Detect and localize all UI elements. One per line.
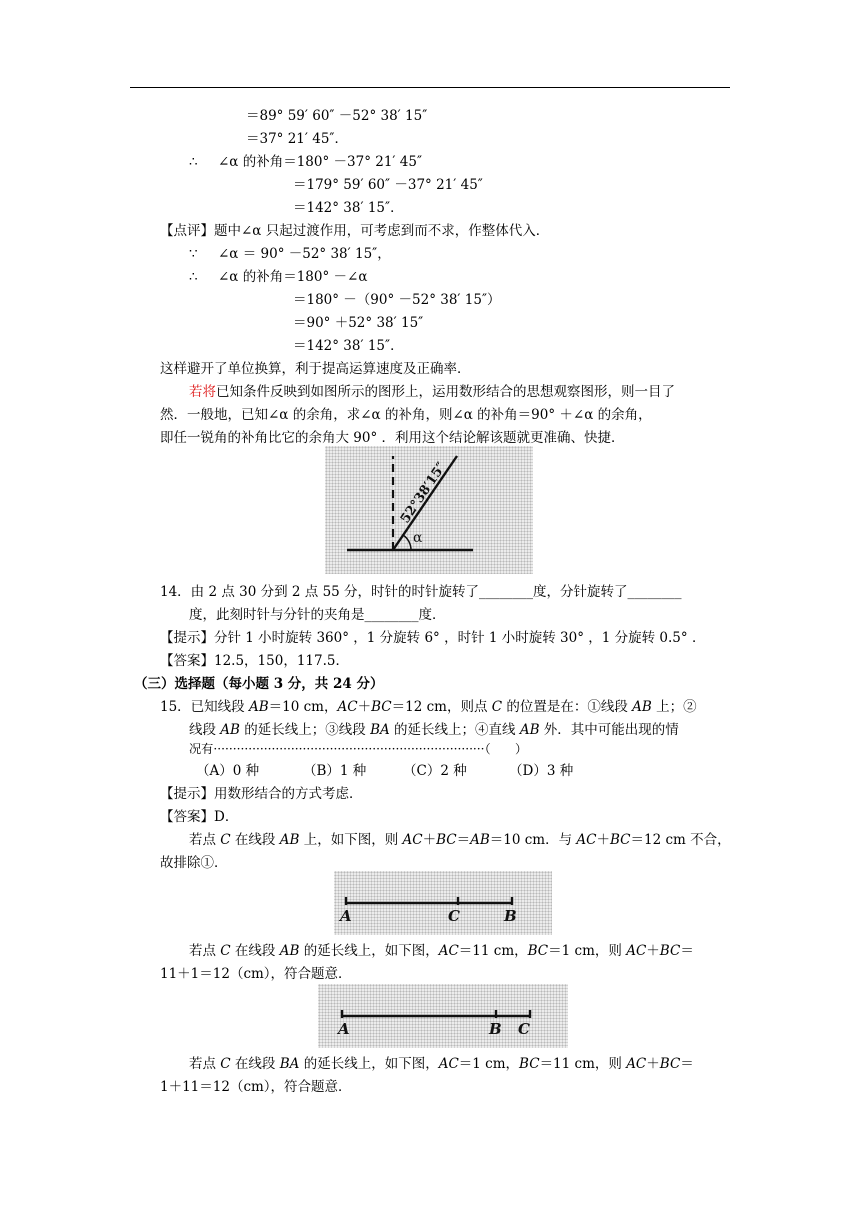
plus-sign: ＋: [422, 832, 437, 848]
equals-sign: ＝: [680, 1056, 694, 1072]
q15-option-b: （B）1 种: [303, 763, 367, 779]
alpha-label: α: [413, 530, 423, 546]
section-heading: （三）选择题（每小题 3 分，共 24 分）: [134, 676, 384, 692]
q15-text: 线段: [189, 722, 221, 738]
q15-text: ＝1 cm，: [458, 1056, 520, 1072]
plus-sign: ＋: [596, 832, 610, 848]
angle-value-label: 52°38′15″: [397, 459, 450, 527]
plus-sign: ＋: [646, 1056, 660, 1072]
q15-text: 的延长线上；④直线: [389, 722, 520, 738]
segment-bc: BC: [519, 1056, 540, 1072]
q15-option-c: （C）2 种: [403, 763, 467, 779]
q14-answer-tag: 【答案】: [160, 653, 214, 669]
label-a: A: [340, 907, 352, 925]
angle-figure: [325, 446, 533, 574]
q15-text: ＝11 cm，: [458, 943, 528, 959]
para-line-2: 然．一般地，已知∠α 的余角，求∠α 的补角，则∠α 的补角＝90° ＋∠α 的余角，: [160, 407, 652, 423]
label-c: C: [518, 1020, 530, 1038]
comment-calc-4: ＝90° ＋52° 38′ 15″: [293, 315, 424, 331]
equals-sign: ＝: [680, 943, 694, 959]
q14-line-2: 度，此刻时针与分针的夹角是________度．: [189, 607, 446, 623]
q15-answer-text: D．: [214, 809, 239, 825]
segment-ac: AC: [438, 943, 459, 959]
point-c: C: [220, 943, 231, 959]
q15-text: ＝12 cm 不合，: [630, 832, 731, 848]
comment-calc-1: ∠α ＝ 90° －52° 38′ 15″，: [218, 246, 391, 262]
segment-bc: BC: [610, 832, 631, 848]
para-line-1-text: 已知条件反映到如图所示的图形上，运用数形结合的思想观察图形，则一目了: [216, 384, 675, 400]
q15-text: 的延长线上，如下图，: [299, 943, 439, 959]
segment-ac: AC: [402, 832, 423, 848]
calc-line-2: ＝37° 21′ 45″．: [246, 131, 348, 147]
q15-line-1: [160, 697, 697, 717]
q15-text: ＝1 cm，则: [548, 943, 627, 959]
calc-line-3: ∠α 的补角＝180° －37° 21′ 45″: [218, 154, 423, 170]
q15-text: 的延长线上，如下图，: [299, 1056, 439, 1072]
q14-hint-text: 分针 1 小时旋转 360° ，1 分旋转 6° ，时针 1 小时旋转 30° ，1 分旋转 0.5° ．: [214, 630, 706, 646]
explanation-2-line-1: [189, 941, 694, 961]
therefore-symbol-2: ∴: [189, 269, 198, 285]
comment-tag: 【点评】: [160, 223, 214, 239]
equals-sign: ＝: [456, 832, 471, 848]
q15-hint: [160, 784, 363, 804]
segment-ac: AC: [626, 1056, 647, 1072]
q15-text: ＝10 cm，: [268, 699, 338, 715]
segment-bc: BC: [436, 832, 457, 848]
segment-ba: BA: [370, 722, 390, 738]
segment-bc: BC: [659, 943, 681, 959]
para-line-3: 即任一锐角的补角比它的余角大 90° ．利用这个结论解该题就更准确、快捷．: [160, 430, 625, 446]
comment-calc-3: ＝180° －（90° －52° 38′ 15″）: [293, 292, 501, 308]
explanation-3-line-1: [189, 1054, 694, 1074]
q15-text: ＝12 cm，则点: [391, 699, 492, 715]
q15-text: 若点: [189, 1056, 221, 1072]
q15-text: ＝10 cm．与: [489, 832, 577, 848]
segment-ab: AB: [519, 722, 540, 738]
segment-ab: AB: [470, 832, 490, 848]
comment-calc-2: ∠α 的补角＝180° －∠α: [218, 269, 368, 285]
q15-text: 外．其中可能出现的情: [539, 722, 679, 738]
segment-ab: AB: [279, 943, 300, 959]
q15-text: 在线段: [230, 1056, 280, 1072]
point-c: C: [491, 699, 503, 715]
segment-ac: AC: [626, 943, 647, 959]
explanation-1-line-1: [189, 830, 731, 850]
calc-line-4: ＝179° 59′ 60″ －37° 21′ 45″: [293, 177, 483, 193]
segment-ac: AC: [337, 699, 358, 715]
label-b: B: [504, 907, 517, 925]
segment-ac: AC: [576, 832, 597, 848]
q15-text: 15．已知线段: [160, 699, 249, 715]
q15-text: 的位置是在：①线段: [502, 699, 633, 715]
q15-option-d: （D）3 种: [509, 763, 574, 779]
segment-bc: BC: [659, 1056, 681, 1072]
point-c: C: [220, 1056, 231, 1072]
header-rule: [130, 87, 730, 88]
q14-answer: [160, 651, 349, 671]
segment-ba: BA: [279, 1056, 300, 1072]
comment-text: 题中∠α 只起过渡作用，可考虑到而不求，作整体代入．: [214, 223, 550, 239]
calc-line-1: ＝89° 59′ 60″ －52° 38′ 15″: [246, 108, 428, 124]
q14-answer-text: 12.5，150，117.5．: [214, 653, 349, 669]
explanation-2-line-2: 11＋1＝12（cm），符合题意．: [160, 966, 352, 982]
segment-ab: AB: [279, 832, 300, 848]
label-c: C: [448, 907, 460, 925]
q14-hint-tag: 【提示】: [160, 630, 214, 646]
angle-figure-svg: [325, 446, 533, 574]
q15-option-a: （A）0 种: [196, 763, 260, 779]
q15-hint-text: 用数形结合的方式考虑．: [214, 786, 363, 802]
comment-calc-5: ＝142° 38′ 15″．: [293, 338, 404, 354]
explanation-1-line-2: 故排除①．: [160, 855, 228, 871]
comment-line: [160, 221, 549, 241]
segment-ab: AB: [632, 699, 652, 715]
label-a: A: [338, 1020, 350, 1038]
q15-text: 上，如下图，则: [299, 832, 403, 848]
alpha-arc: [403, 535, 411, 550]
summary-line: 这样避开了单位换算，利于提高运算速度及正确率．: [160, 361, 471, 377]
label-b: B: [489, 1020, 502, 1038]
q15-text: 若点: [189, 832, 221, 848]
q15-text: 在线段: [230, 832, 280, 848]
q14-hint: [160, 628, 705, 648]
point-c: C: [220, 832, 231, 848]
segment-ab: AB: [220, 722, 240, 738]
plus-sign: ＋: [357, 699, 372, 715]
calc-line-5: ＝142° 38′ 15″．: [293, 200, 404, 216]
plus-sign: ＋: [646, 943, 660, 959]
q15-answer: [160, 807, 238, 827]
q15-text: ＝11 cm，则: [539, 1056, 627, 1072]
q15-hint-tag: 【提示】: [160, 786, 214, 802]
q15-line-2: [189, 720, 679, 740]
therefore-symbol: ∴: [189, 154, 198, 170]
q15-text: 上；②: [651, 699, 697, 715]
highlight-text: 若将: [189, 384, 216, 400]
because-symbol: ∵: [189, 246, 198, 262]
q15-text: 在线段: [230, 943, 280, 959]
segment-bc: BC: [371, 699, 392, 715]
segment-figure-acb-svg: [334, 871, 552, 935]
segment-figure-abc-svg: [318, 984, 568, 1048]
para-line-1: [189, 382, 675, 402]
segment-ab: AB: [248, 699, 269, 715]
segment-figure-abc: [318, 984, 568, 1048]
q15-text: 的延长线上；③线段: [239, 722, 371, 738]
q15-line-3: 况有······································································（ ）: [189, 742, 528, 756]
explanation-3-line-2: 1＋11＝12（cm），符合题意．: [160, 1079, 352, 1095]
segment-ac: AC: [438, 1056, 459, 1072]
segment-bc: BC: [527, 943, 549, 959]
q15-text: 若点: [189, 943, 221, 959]
q15-answer-tag: 【答案】: [160, 809, 214, 825]
q14-line-1: 14．由 2 点 30 分到 2 点 55 分，时针的时针旋转了________度，分针旋转了________: [160, 584, 682, 600]
segment-figure-acb: [334, 871, 552, 935]
